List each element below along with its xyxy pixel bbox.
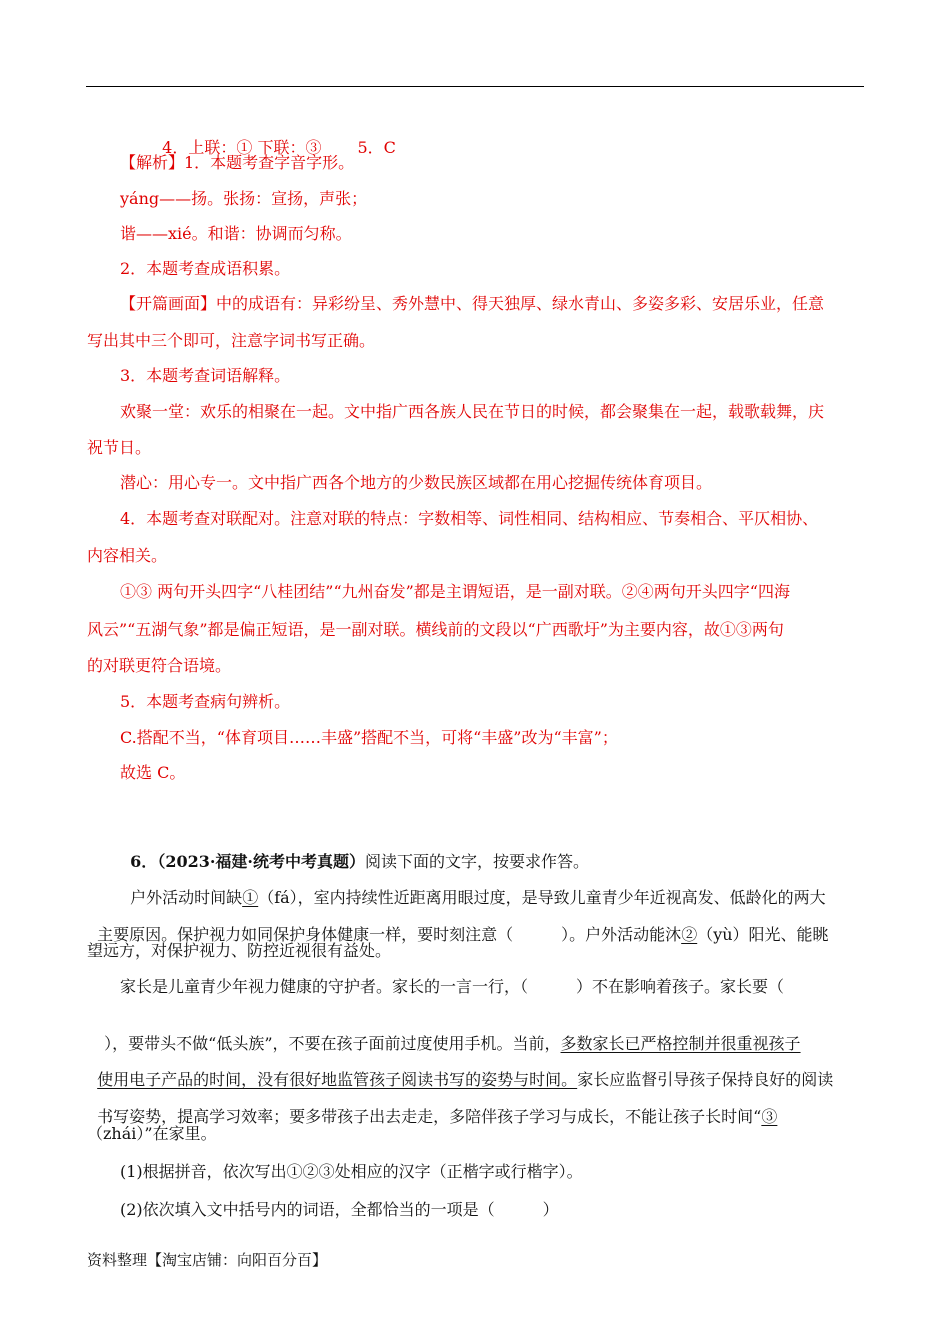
analysis-line-14: 风云”“五湖气象”都是偏正短语，是一副对联。横线前的文段以“广西歌圩”为主要内容，故①③两句 — [87, 620, 784, 639]
q6-instruction: 阅读下面的文字，按要求作答。 — [365, 852, 590, 871]
analysis-line-11: 4．本题考查对联配对。注意对联的特点：字数相等、词性相同、结构相应、节奏相合、平仄相协、 — [120, 509, 819, 528]
q6-para-line-3: 望远方，对保护视力、防控近视很有益处。 — [87, 941, 392, 960]
analysis-line-6: 写出其中三个即可，注意字词书写正确。 — [87, 331, 376, 350]
q6-para-line-6: 使用电子产品的时间，没有很好地监管孩子阅读书写的姿势与时间。家长应监督引导孩子保持良好的阅读 — [97, 1070, 834, 1089]
q6-source: （2023·福建·统考中考真题） — [157, 852, 365, 871]
answer-5: 5．C — [357, 138, 396, 157]
q6-para-line-7: 书写姿势，提高学习效率；要多带孩子出去走走，多陪伴孩子学习与成长，不能让孩子长时间“③ — [97, 1107, 778, 1126]
underlined-sentence-part-2: 使用电子产品的时间，没有很好地监管孩子阅读书写的姿势与时间。 — [97, 1070, 578, 1089]
marker-3: ③ — [761, 1107, 778, 1126]
answer-line — [152, 118, 396, 158]
analysis-line-5: 【开篇画面】中的成语有：异彩纷呈、秀外慧中、得天独厚、绿水青山、多姿多彩、安居乐业，任意 — [120, 294, 825, 313]
analysis-line-18: 故选 C。 — [120, 763, 186, 782]
marker-2: ② — [681, 925, 698, 944]
answer-4: 4．上联：① 下联：③ — [162, 138, 322, 157]
analysis-line-13: ①③ 两句开头四字“八桂团结”“九州奋发”都是主谓短语，是一副对联。②④两句开头四字“四海 — [120, 582, 790, 601]
q6-para-line-2: 主要原因。保护视力如同保护身体健康一样，要时刻注意（ ）。户外活动能沐②（yù）阳光、能眺 — [97, 925, 829, 944]
analysis-line-4: 2．本题考查成语积累。 — [120, 259, 291, 278]
analysis-line-16: 5．本题考查病句辨析。 — [120, 692, 291, 711]
footer-note: 资料整理【淘宝店铺：向阳百分百】 — [87, 1251, 328, 1269]
marker-1: ① — [242, 888, 259, 907]
analysis-line-15: 的对联更符合语境。 — [87, 656, 232, 675]
analysis-line-17: C.搭配不当，“体育项目……丰盛”搭配不当，可将“丰盛”改为“丰富”； — [120, 728, 618, 747]
analysis-line-7: 3．本题考查词语解释。 — [120, 366, 291, 385]
q6-subquestion-2: (2)依次填入文中括号内的词语，全都恰当的一项是（ ） — [120, 1200, 559, 1219]
analysis-line-2: yáng——扬。张扬：宣扬，声张； — [120, 189, 368, 208]
analysis-line-8: 欢聚一堂：欢乐的相聚在一起。文中指广西各族人民在节日的时候，都会聚集在一起，载歌载舞，庆 — [120, 402, 825, 421]
q6-para-line-5: ），要带头不做“低头族”，不要在孩子面前过度使用手机。当前，多数家长已严格控制并很重视孩子 — [104, 1034, 801, 1053]
header-rule — [86, 86, 864, 87]
analysis-line-9: 祝节日。 — [87, 438, 152, 457]
analysis-line-3: 谐——xié。和谐：协调而匀称。 — [120, 224, 352, 243]
analysis-line-10: 潜心：用心专一。文中指广西各个地方的少数民族区域都在用心挖掘传统体育项目。 — [120, 473, 713, 492]
analysis-line-1: 【解析】1．本题考查字音字形。 — [120, 153, 355, 172]
analysis-line-12: 内容相关。 — [87, 546, 168, 565]
q6-para-line-8: （zhái）”在家里。 — [87, 1124, 217, 1143]
q6-header — [120, 832, 589, 872]
underlined-sentence-part-1: 多数家长已严格控制并很重视孩子 — [560, 1034, 801, 1053]
q6-subquestion-1: (1)根据拼音，依次写出①②③处相应的汉字（正楷字或行楷字）。 — [120, 1162, 583, 1181]
q6-para-line-1: 户外活动时间缺①（fá），室内持续性近距离用眼过度，是导致儿童青少年近视高发、低龄化的两大 — [130, 888, 826, 907]
q6-number: 6． — [130, 852, 158, 871]
q6-para-line-4: 家长是儿童青少年视力健康的守护者。家长的一言一行，（ ）不在影响着孩子。家长要（ — [120, 977, 785, 996]
